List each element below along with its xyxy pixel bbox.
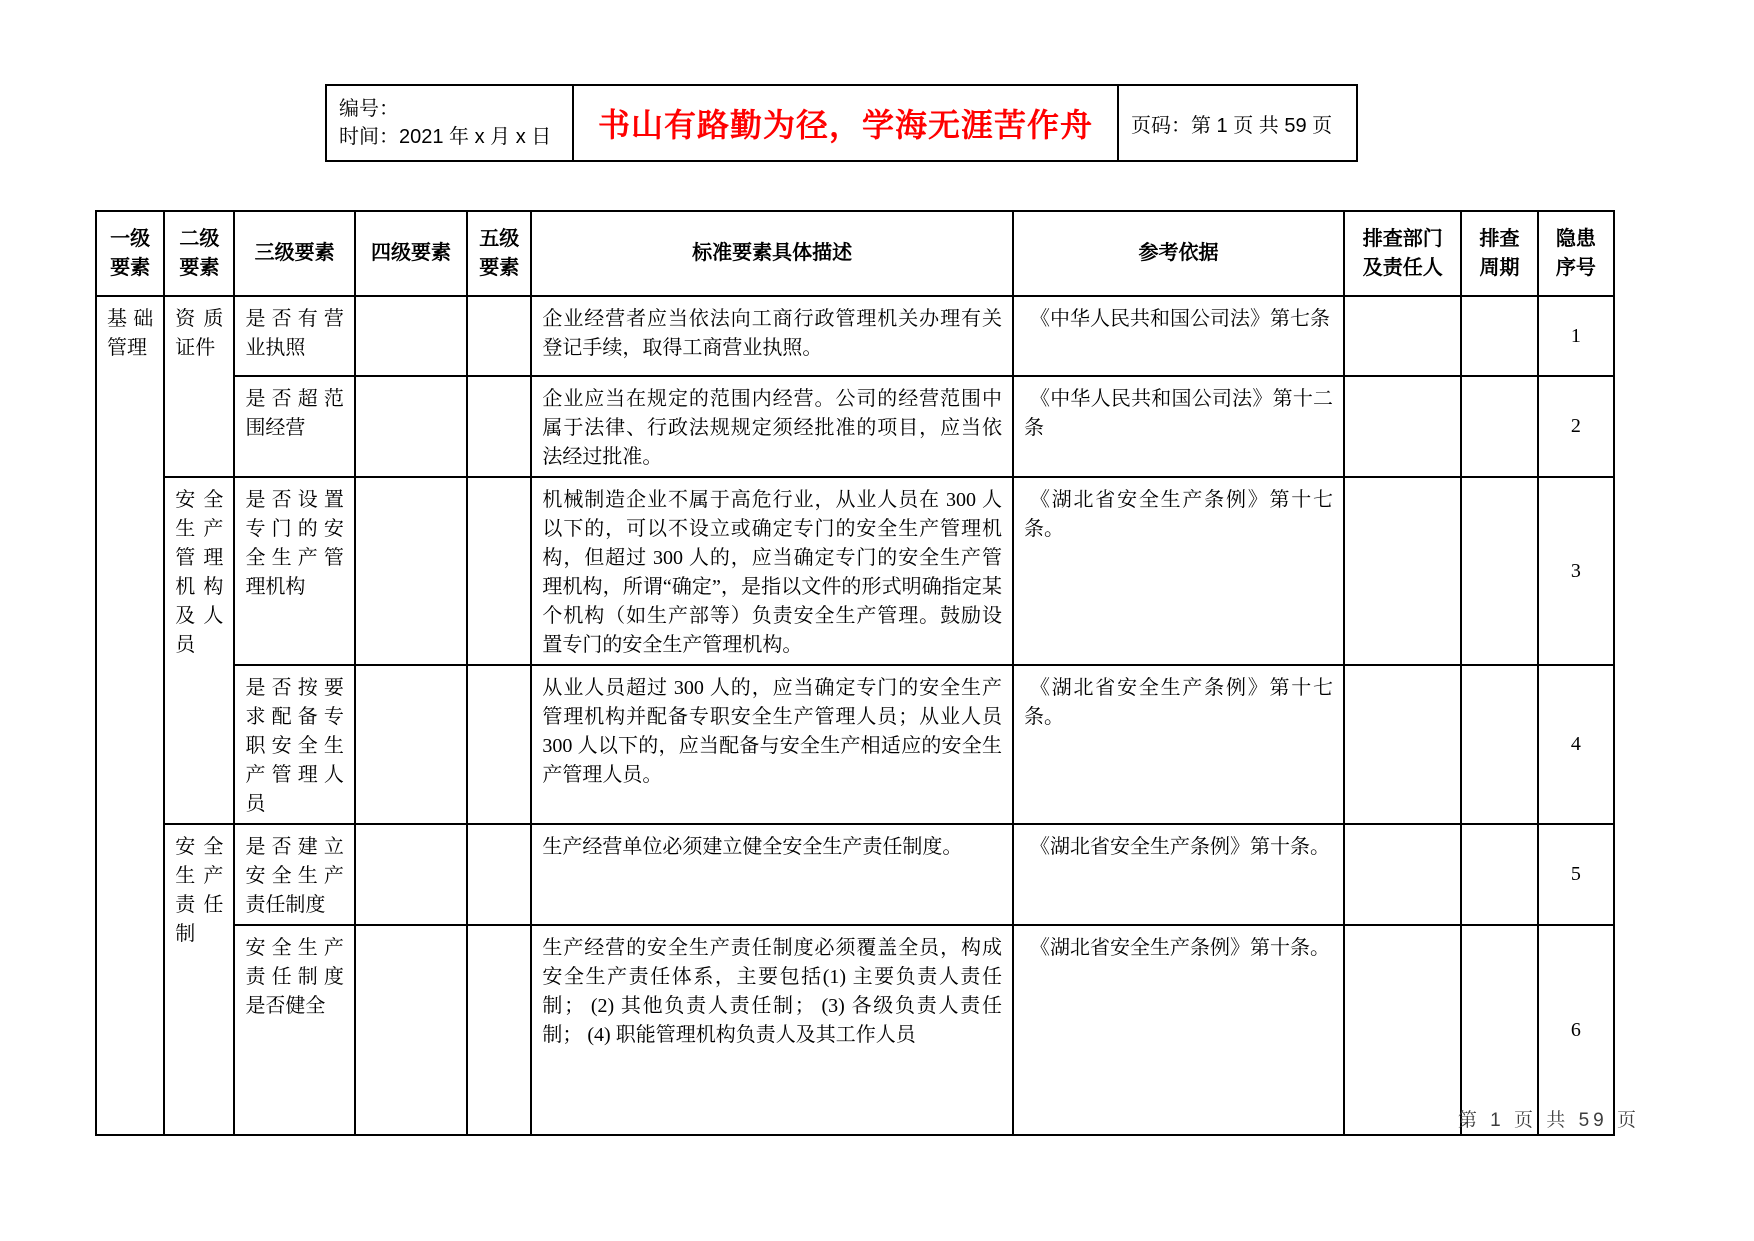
header-description: 标准要素具体描述 xyxy=(531,211,1013,296)
table-row xyxy=(96,824,1614,925)
cell-level4 xyxy=(355,376,467,477)
doc-time-label: 时间：2021 年 x 月 x 日 xyxy=(339,126,552,148)
cell-cycle xyxy=(1461,376,1537,477)
cell-level2: 安全生产责任制 xyxy=(164,824,234,1135)
header-level5: 五级要素 xyxy=(467,211,531,296)
cell-level5 xyxy=(467,296,531,376)
doc-header-box xyxy=(325,84,1358,162)
cell-level4 xyxy=(355,477,467,665)
cell-level4 xyxy=(355,824,467,925)
header-level1: 一级要素 xyxy=(96,211,164,296)
cell-dept xyxy=(1344,665,1461,824)
cell-hazard-num: 1 xyxy=(1538,296,1614,376)
cell-hazard-num: 3 xyxy=(1538,477,1614,665)
cell-level4 xyxy=(355,296,467,376)
cell-level4 xyxy=(355,925,467,1135)
doc-motto-cell xyxy=(573,85,1118,161)
cell-cycle xyxy=(1461,296,1537,376)
cell-ref: 《湖北省安全生产条例》第十条。 xyxy=(1013,925,1344,1135)
header-level3: 三级要素 xyxy=(234,211,354,296)
cell-ref: 《湖北省安全生产条例》第十七条。 xyxy=(1013,665,1344,824)
cell-desc: 企业经营者应当依法向工商行政管理机关办理有关登记手续，取得工商营业执照。 xyxy=(531,296,1013,376)
cell-cycle xyxy=(1461,824,1537,925)
motto-text: 书山有路勤为径，学海无涯苦作舟 xyxy=(597,107,1093,143)
header-cycle: 排查周期 xyxy=(1461,211,1537,296)
header-reference: 参考依据 xyxy=(1013,211,1344,296)
checklist-table xyxy=(95,210,1615,1136)
cell-hazard-num: 5 xyxy=(1538,824,1614,925)
cell-hazard-num: 2 xyxy=(1538,376,1614,477)
cell-desc: 企业应当在规定的范围内经营。公司的经营范围中属于法律、行政法规规定须经批准的项目，应当依法经过批准。 xyxy=(531,376,1013,477)
cell-level2: 安全生产管理机构及人员 xyxy=(164,477,234,824)
cell-dept xyxy=(1344,477,1461,665)
cell-level3: 是否设置专门的安全生产管理机构 xyxy=(234,477,354,665)
cell-level5 xyxy=(467,925,531,1135)
cell-level3: 安全生产责任制度是否健全 xyxy=(234,925,354,1135)
cell-dept xyxy=(1344,824,1461,925)
cell-level3: 是否有营业执照 xyxy=(234,296,354,376)
cell-level2: 资质证件 xyxy=(164,296,234,477)
cell-dept xyxy=(1344,296,1461,376)
table-row xyxy=(96,925,1614,1135)
doc-page-label: 页码：第 1 页 共 59 页 xyxy=(1131,114,1333,137)
cell-level5 xyxy=(467,477,531,665)
table-row xyxy=(96,477,1614,665)
cell-level5 xyxy=(467,376,531,477)
cell-hazard-num: 6 xyxy=(1538,925,1614,1135)
cell-ref: 《湖北省安全生产条例》第十七条。 xyxy=(1013,477,1344,665)
cell-level3: 是否按要求配备专职安全生产管理人员 xyxy=(234,665,354,824)
doc-header-row xyxy=(326,85,1357,161)
table-row xyxy=(96,296,1614,376)
cell-ref: 《中华人民共和国公司法》第十二条 xyxy=(1013,376,1344,477)
cell-desc: 生产经营的安全生产责任制度必须覆盖全员，构成安全生产责任体系，主要包括(1) 主要负责人责任制； (2) 其他负责人责任制； (3) 各级负责人责任制； (4) 职能管理机构负责人及其工作人员 xyxy=(531,925,1013,1135)
cell-ref: 《湖北省安全生产条例》第十条。 xyxy=(1013,824,1344,925)
cell-level5 xyxy=(467,665,531,824)
header-level2: 二级要素 xyxy=(164,211,234,296)
cell-desc: 机械制造企业不属于高危行业，从业人员在 300 人以下的，可以不设立或确定专门的安全生产管理机构，但超过 300 人的，应当确定专门的安全生产管理机构，所谓“确定”，是指以文件的形式明确指定某个机构（如生产部等）负责安全生产管理。鼓励设置专门的安全生产管理机构。 xyxy=(531,477,1013,665)
table-row xyxy=(96,376,1614,477)
cell-dept xyxy=(1344,925,1461,1135)
cell-cycle xyxy=(1461,477,1537,665)
table-header-row xyxy=(96,211,1614,296)
cell-hazard-num: 4 xyxy=(1538,665,1614,824)
cell-cycle xyxy=(1461,925,1537,1135)
doc-page-cell xyxy=(1118,85,1357,161)
cell-level3: 是否建立安全生产责任制度 xyxy=(234,824,354,925)
cell-desc: 生产经营单位必须建立健全安全生产责任制度。 xyxy=(531,824,1013,925)
cell-ref: 《中华人民共和国公司法》第七条 xyxy=(1013,296,1344,376)
cell-level4 xyxy=(355,665,467,824)
cell-level5 xyxy=(467,824,531,925)
doc-header-meta-cell xyxy=(326,85,573,161)
cell-desc: 从业人员超过 300 人的，应当确定专门的安全生产管理机构并配备专职安全生产管理人员；从业人员 300 人以下的，应当配备与安全生产相适应的安全生产管理人员。 xyxy=(531,665,1013,824)
cell-dept xyxy=(1344,376,1461,477)
cell-level1: 基础管理 xyxy=(96,296,164,1135)
header-department: 排查部门及责任人 xyxy=(1344,211,1461,296)
doc-number-label: 编号： xyxy=(339,98,399,120)
header-level4: 四级要素 xyxy=(355,211,467,296)
page-footer: 第 1 页 共 59 页 xyxy=(1457,1110,1640,1131)
table-row xyxy=(96,665,1614,824)
cell-cycle xyxy=(1461,665,1537,824)
header-hazard-no: 隐患序号 xyxy=(1538,211,1614,296)
cell-level3: 是否超范围经营 xyxy=(234,376,354,477)
